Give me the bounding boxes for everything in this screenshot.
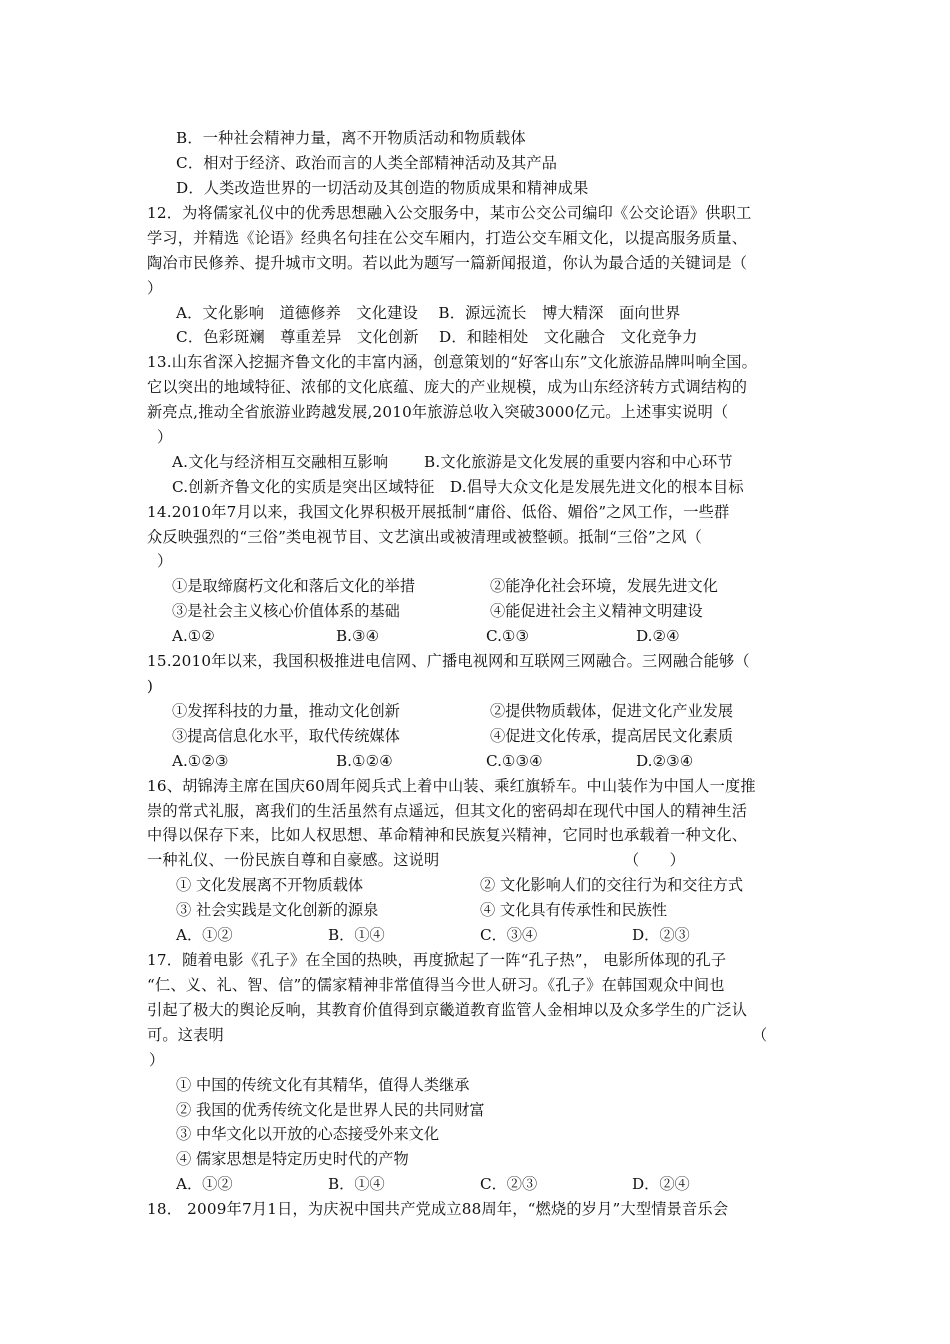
q17-stem-line: 17．随着电影《孔子》在全国的热映，再度掀起了一阵“孔子热”， 电影所体现的孔子 (147, 951, 727, 969)
q13-stem-line: 13.山东省深入挖掘齐鲁文化的丰富内涵，创意策划的“好客山东”文化旅游品牌叫响全国。 (147, 353, 758, 371)
q15-choice-b: B.①②④ (336, 752, 393, 770)
q17-item: ① 中国的传统文化有其精华，值得人类继承 (176, 1076, 470, 1094)
q16-stem-line: 一种礼仪、一份民族自尊和自豪感。这说明 (147, 851, 440, 869)
q12-stem-line: 陶冶市民修养、提升城市文明。若以此为题写一篇新闻报道，你认为最合适的关键词是（ (147, 254, 748, 272)
q17-item: ④ 儒家思想是特定历史时代的产物 (176, 1150, 409, 1168)
q12-stem-line: ） (147, 279, 163, 297)
q13-stem-line: 新亮点,推动全省旅游业跨越发展,2010年旅游总收入突破3000亿元。上述事实说明（ (147, 403, 729, 421)
q12-options-ab: A．文化影响 道德修养 文化建设 B．源远流长 博大精深 面向世界 (176, 304, 681, 322)
q12-options-cd: C．色彩斑斓 尊重差异 文化创新 D．和睦相处 文化融合 文化竞争力 (176, 328, 698, 346)
q12-stem-line: 12．为将儒家礼仪中的优秀思想融入公交服务中，某市公交公司编印《公交论语》供职工 (147, 204, 752, 222)
q16-stem-line: 中得以保存下来，比如人权思想、革命精神和民族复兴精神，它同时也承载着一种文化、 (147, 826, 748, 844)
q16-choice-d: D．②③ (632, 926, 690, 944)
q15-item: ①发挥科技的力量，推动文化创新 (172, 702, 400, 720)
q16-item: ④ 文化具有传承性和民族性 (480, 901, 668, 919)
q17-item: ③ 中华文化以开放的心态接受外来文化 (176, 1125, 440, 1143)
q16-answer-paren: （ ） (624, 851, 685, 869)
q14-stem-line: ） (147, 552, 173, 570)
q14-choice-c: C.①③ (486, 627, 530, 645)
q11-option-d: D．人类改造世界的一切活动及其创造的物质成果和精神成果 (176, 179, 589, 197)
q16-stem-line: 16、胡锦涛主席在国庆60周年阅兵式上着中山装、乘红旗轿车。中山装作为中国人一度推 (147, 777, 756, 795)
q17-stem-line: 可。这表明 (147, 1026, 224, 1044)
q13-stem-line: ） (147, 428, 173, 446)
q11-option-c: C．相对于经济、政治而言的人类全部精神活动及其产品 (176, 154, 558, 172)
q15-choice-c: C.①③④ (486, 752, 543, 770)
q15-item: ③提高信息化水平，取代传统媒体 (172, 727, 400, 745)
q14-item: ③是社会主义核心价值体系的基础 (172, 602, 400, 620)
q12-stem-line: 学习，并精选《论语》经典名句挂在公交车厢内，打造公交车厢文化，以提高服务质量、 (147, 229, 748, 247)
q16-choice-a: A．①② (176, 926, 233, 944)
q14-choice-d: D.②④ (636, 627, 680, 645)
q17-stem-line: 引起了极大的舆论反响，其教育价值得到京畿道教育监管人金相坤以及众多学生的广泛认 (147, 1001, 748, 1019)
q15-item: ②提供物质载体，促进文化产业发展 (490, 702, 733, 720)
q17-stem-line: “仁、义、礼、智、信”的儒家精神非常值得当今世人研习。《孔子》在韩国观众中间也 (147, 976, 725, 994)
q16-choice-c: C．③④ (480, 926, 538, 944)
q17-paren-open: （ (752, 1026, 768, 1044)
q14-stem-line: 众反映强烈的“三俗”类电视节目、文艺演出或被清理或被整顿。抵制“三俗”之风（ (147, 528, 703, 546)
q17-item: ② 我国的优秀传统文化是世界人民的共同财富 (176, 1101, 485, 1119)
q14-item: ②能净化社会环境，发展先进文化 (490, 577, 718, 595)
q17-paren-close: ） (149, 1051, 165, 1069)
q18-stem-line: 18． 2009年7月1日，为庆祝中国共产党成立88周年，“燃烧的岁月”大型情景音乐会 (147, 1200, 729, 1218)
q16-stem-line: 崇的常式礼服，离我们的生活虽然有点遥远，但其文化的密码却在现代中国人的精神生活 (147, 802, 748, 820)
q16-item: ③ 社会实践是文化创新的源泉 (176, 901, 379, 919)
q16-item: ① 文化发展离不开物质载体 (176, 876, 364, 894)
q17-choice-a: A．①② (176, 1175, 233, 1193)
q16-item: ② 文化影响人们的交往行为和交往方式 (480, 876, 744, 894)
q11-option-b: B．一种社会精神力量，离不开物质活动和物质载体 (176, 129, 526, 147)
q15-stem-line: 15.2010年以来，我国积极推进电信网、广播电视网和互联网三网融合。三网融合能够（ (147, 652, 750, 670)
q14-choice-a: A.①② (172, 627, 216, 645)
q15-choice-d: D.②③④ (636, 752, 694, 770)
q17-choice-d: D．②④ (632, 1175, 690, 1193)
q13-stem-line: 它以突出的地域特征、浓郁的文化底蕴、庞大的产业规模，成为山东经济转方式调结构的 (147, 378, 748, 396)
q17-choice-c: C．②③ (480, 1175, 538, 1193)
q15-choice-a: A.①②③ (172, 752, 229, 770)
q14-choice-b: B.③④ (336, 627, 380, 645)
q17-choice-b: B．①④ (328, 1175, 385, 1193)
q15-stem-line: ) (147, 677, 154, 695)
q15-item: ④促进文化传承，提高居民文化素质 (490, 727, 733, 745)
q13-options-ab: A.文化与经济相互交融相互影响 B.文化旅游是文化发展的重要内容和中心环节 (172, 453, 733, 471)
q14-item: ①是取缔腐朽文化和落后文化的举措 (172, 577, 415, 595)
q14-item: ④能促进社会主义精神文明建设 (490, 602, 703, 620)
q13-options-cd: C.创新齐鲁文化的实质是突出区域特征 D.倡导大众文化是发展先进文化的根本目标 (172, 478, 744, 496)
q14-stem-line: 14.2010年7月以来，我国文化界积极开展抵制“庸俗、低俗、媚俗”之风工作，一些群 (147, 503, 730, 521)
q16-choice-b: B．①④ (328, 926, 385, 944)
